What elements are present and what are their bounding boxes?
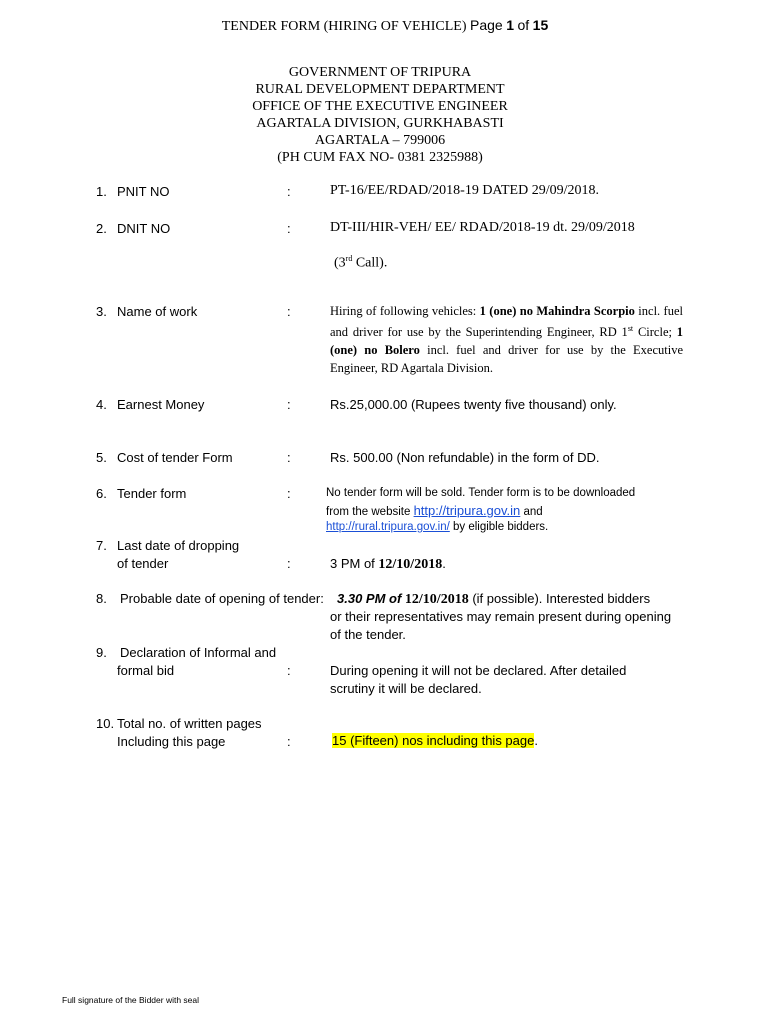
opening-date-line-2: or their representatives may remain present during opening xyxy=(330,609,672,624)
item-10-label-2: Including this page xyxy=(117,734,226,749)
name-of-work-paragraph: Hiring of following vehicles: 1 (one) no Mahindra Scorpio incl. fuel and driver for use by the Superintending Engineer, RD 1st Circle; 1 (one) no Bolero incl. fuel and driver for use by the Executive Engineer, RD Agartala Division. xyxy=(330,304,684,376)
item-9-colon: : xyxy=(287,663,291,678)
item-1-label: PNIT NO xyxy=(117,184,170,199)
item-10-number: 10. xyxy=(96,716,115,731)
opening-date-line-3: of the tender. xyxy=(330,627,406,642)
cost-of-form-value: Rs. 500.00 (Non refundable) in the form of DD. xyxy=(330,450,600,465)
item-6-number: 6. xyxy=(96,486,107,501)
item-3-number: 3. xyxy=(96,304,107,319)
tender-title: TENDER FORM (HIRING OF VEHICLE) xyxy=(221,19,467,34)
rural-tripura-link[interactable]: http://rural.tripura.gov.in/ xyxy=(326,521,450,533)
item-4-label: Earnest Money xyxy=(117,397,205,412)
item-4-number: 4. xyxy=(96,397,107,412)
page-title xyxy=(0,17,770,35)
item-7-number: 7. xyxy=(96,538,107,553)
item-8-label: Probable date of opening of tender: xyxy=(120,591,324,606)
item-7-colon: : xyxy=(287,556,291,571)
item-9-label-2: formal bid xyxy=(117,663,175,678)
item-6-label: Tender form xyxy=(117,486,187,501)
page-total: 15 xyxy=(532,17,549,33)
item-1-number: 1. xyxy=(96,184,107,199)
item-5-label: Cost of tender Form xyxy=(117,450,233,465)
last-date-value: 3 PM of 12/10/2018. xyxy=(330,556,446,572)
item-9-number: 9. xyxy=(96,645,107,660)
item-7-label-1: Last date of dropping xyxy=(117,538,240,553)
item-9-label-1: Declaration of Informal and xyxy=(120,645,277,660)
item-2-number: 2. xyxy=(96,221,107,236)
org-department: RURAL DEVELOPMENT DEPARTMENT xyxy=(255,82,505,97)
earnest-money-value: Rs.25,000.00 (Rupees twenty five thousand) only. xyxy=(330,397,617,412)
page-of: of xyxy=(517,17,530,33)
item-7-label-2: of tender xyxy=(117,556,169,571)
page-number: 1 xyxy=(506,17,514,33)
item-6-colon: : xyxy=(287,486,291,501)
item-3-label: Name of work xyxy=(117,304,198,319)
call-note: (3rd Call). xyxy=(334,254,388,271)
item-4-colon: : xyxy=(287,397,291,412)
item-10-label-1: Total no. of written pages xyxy=(117,716,262,731)
item-10-colon: : xyxy=(287,734,291,749)
bidder-signature-label: Full signature of the Bidder with seal xyxy=(62,995,200,1005)
page-label: Page xyxy=(469,17,503,33)
org-office: OFFICE OF THE EXECUTIVE ENGINEER xyxy=(252,99,508,114)
item-5-colon: : xyxy=(287,450,291,465)
pnit-value: PT-16/EE/RDAD/2018-19 DATED 29/09/2018. xyxy=(330,183,599,198)
org-phone: (PH CUM FAX NO- 0381 2325988) xyxy=(277,150,483,165)
tender-form-line-1: No tender form will be sold. Tender form is to be downloaded xyxy=(326,487,636,499)
org-government: GOVERNMENT OF TRIPURA xyxy=(288,65,472,80)
item-8-number: 8. xyxy=(96,591,107,606)
tripura-gov-link[interactable]: http://tripura.gov.in xyxy=(413,503,521,518)
total-pages-value: 15 (Fifteen) nos including this page. xyxy=(332,733,538,748)
declaration-line-1: During opening it will not be declared. After detailed xyxy=(330,663,627,678)
org-city: AGARTALA – 799006 xyxy=(314,133,446,148)
item-2-label: DNIT NO xyxy=(117,221,171,236)
dnit-value: DT-III/HIR-VEH/ EE/ RDAD/2018-19 dt. 29/09/2018 xyxy=(330,220,635,235)
org-division: AGARTALA DIVISION, GURKHABASTI xyxy=(256,116,504,131)
item-1-colon: : xyxy=(287,184,291,199)
item-5-number: 5. xyxy=(96,450,107,465)
opening-date-line-1: 3.30 PM of 12/10/2018 (if possible). Interested bidders xyxy=(337,591,651,607)
item-3-colon: : xyxy=(287,304,291,319)
item-2-colon: : xyxy=(287,221,291,236)
org-header xyxy=(0,64,760,166)
total-pages-highlight: 15 (Fifteen) nos including this page xyxy=(332,733,535,748)
tender-form-line-2: from the website http://tripura.gov.in and xyxy=(326,503,543,518)
declaration-line-2: scrutiny it will be declared. xyxy=(330,681,482,696)
tender-form-line-3: http://rural.tripura.gov.in/ by eligible bidders. xyxy=(326,521,549,533)
